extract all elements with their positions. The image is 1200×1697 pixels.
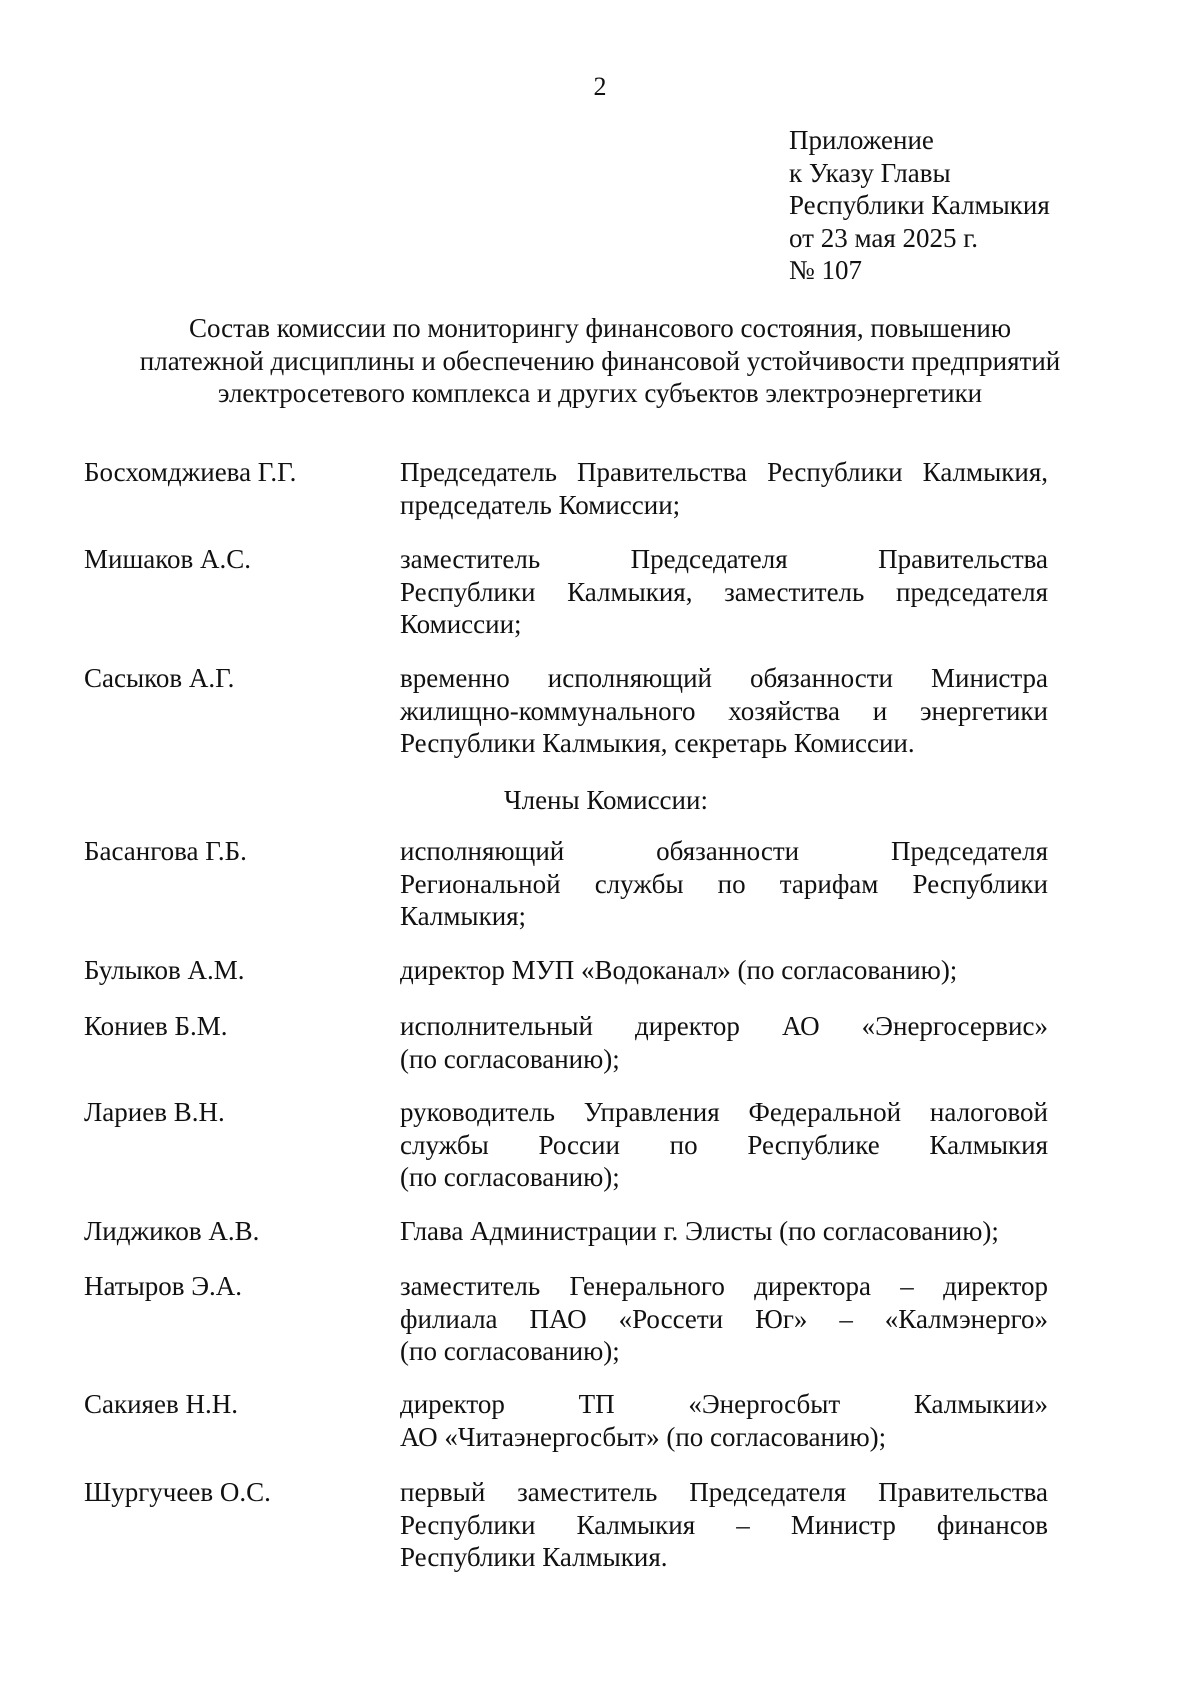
member-role	[400, 662, 1048, 760]
role-line: службы России по Республике Калмыкия	[400, 1129, 1048, 1160]
member-role	[400, 543, 1048, 641]
role-line: АО «Читаэнергосбыт» (по согласованию);	[400, 1421, 887, 1452]
member-role	[400, 456, 1048, 521]
role-line: Калмыкия;	[400, 901, 527, 931]
role-line: руководитель Управления Федеральной налоговой	[400, 1097, 1048, 1127]
member-name: Натыров Э.А.	[84, 1271, 243, 1301]
member-role	[400, 954, 1048, 987]
title-line: платежной дисциплины и обеспечению финансовой устойчивости предприятий	[139, 345, 1061, 376]
member-name: Лиджиков А.В.	[84, 1216, 260, 1246]
member-name: Сакияев Н.Н.	[84, 1389, 238, 1419]
role-line: исполнительный директор АО «Энергосервис»	[400, 1011, 1048, 1041]
role-line: Региональной службы по тарифам Республики	[400, 868, 1048, 899]
role-line: заместитель Председателя Правительства	[400, 544, 1048, 574]
member-role	[400, 1096, 1048, 1194]
role-line: Республики Калмыкия – Министр финансов	[400, 1509, 1048, 1540]
role-line: (по согласованию);	[400, 1043, 620, 1074]
member-name: Сасыков А.Г.	[84, 663, 235, 693]
appendix-line: № 107	[789, 255, 863, 285]
role-line: филиала ПАО «Россети Юг» – «Калмэнерго»	[400, 1303, 1048, 1334]
role-line: Республики Калмыкия.	[400, 1542, 668, 1572]
role-line: директор ТП «Энергосбыт Калмыкии»	[400, 1389, 1048, 1419]
member-role	[400, 1010, 1048, 1075]
member-role	[400, 1476, 1048, 1574]
role-line: (по согласованию);	[400, 1162, 620, 1192]
member-name: Мишаков А.С.	[84, 544, 251, 574]
member-name: Басангова Г.Б.	[84, 836, 247, 866]
appendix-line: Республики Калмыкия	[789, 190, 1050, 220]
role-line: директор МУП «Водоканал» (по согласованию);	[400, 955, 958, 985]
role-line: председатель Комиссии;	[400, 489, 681, 520]
member-role	[400, 1388, 1048, 1453]
role-line: первый заместитель Председателя Правительства	[400, 1477, 1048, 1507]
member-name: Лариев В.Н.	[84, 1097, 225, 1127]
appendix-line: от 23 мая 2025 г.	[789, 222, 979, 253]
member-name: Кониев Б.М.	[84, 1011, 228, 1041]
title-line: Состав комиссии по мониторингу финансового состояния, повышению	[188, 313, 1012, 343]
role-line: жилищно-коммунального хозяйства и энергетики	[400, 695, 1048, 726]
member-role	[400, 1215, 1048, 1248]
role-line: Комиссии;	[400, 609, 522, 639]
title-line: электросетевого комплекса и других субъектов электроэнергетики	[217, 378, 983, 408]
document-title	[80, 312, 1120, 410]
role-line: Республики Калмыкия, заместитель председателя	[400, 576, 1048, 607]
member-role	[400, 835, 1048, 933]
role-line: Республики Калмыкия, секретарь Комиссии.	[400, 728, 915, 758]
member-name: Босхомджиева Г.Г.	[84, 457, 297, 487]
members-heading: Члены Комиссии:	[504, 785, 708, 815]
appendix-block	[789, 124, 1050, 287]
role-line: временно исполняющий обязанности Министра	[400, 663, 1048, 693]
role-line: исполняющий обязанности Председателя	[400, 836, 1048, 866]
member-name: Шургучеев О.С.	[84, 1477, 271, 1507]
role-line: Глава Администрации г. Элисты (по согласованию);	[400, 1216, 999, 1246]
role-line: (по согласованию);	[400, 1336, 620, 1366]
appendix-line: Приложение	[789, 125, 934, 155]
role-line: заместитель Генерального директора – директор	[400, 1271, 1048, 1301]
member-name: Булыков А.М.	[84, 955, 245, 985]
appendix-line: к Указу Главы	[789, 157, 951, 188]
member-role	[400, 1270, 1048, 1368]
role-line: Председатель Правительства Республики Калмыкия,	[400, 457, 1048, 487]
page-number: 2	[593, 72, 607, 101]
